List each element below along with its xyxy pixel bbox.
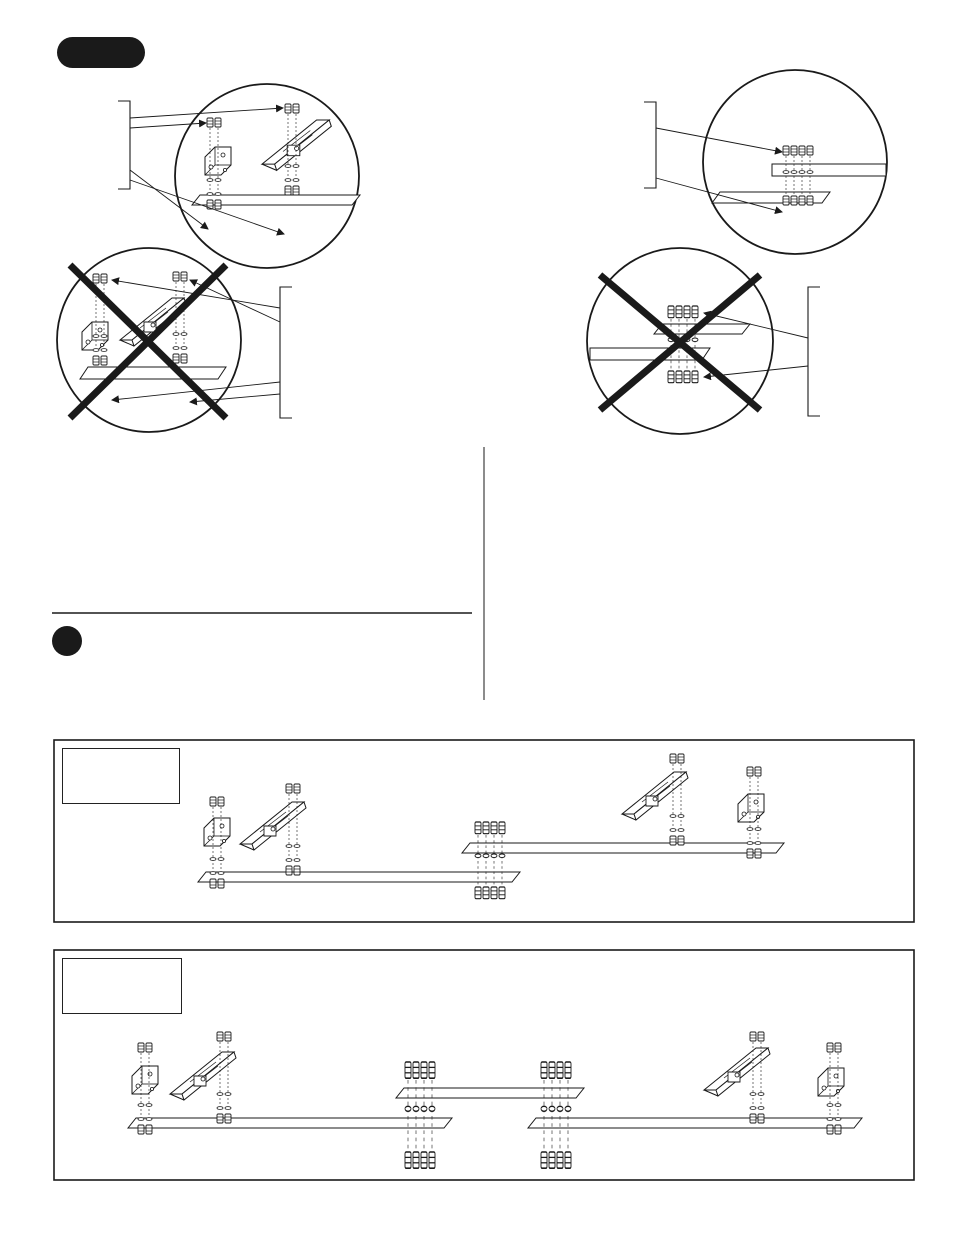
incorrect-splice-detail bbox=[587, 248, 773, 434]
panel-top-legend-box bbox=[62, 748, 180, 804]
incorrect-mount-detail bbox=[57, 248, 241, 432]
correct-mount-detail bbox=[175, 84, 360, 268]
assembly-panel-top bbox=[54, 740, 914, 922]
panel-bottom-legend-box bbox=[62, 958, 182, 1014]
assembly-panel-bottom bbox=[54, 950, 914, 1180]
note-marker bbox=[52, 626, 82, 656]
step-badge bbox=[57, 37, 145, 68]
correct-splice-detail bbox=[703, 70, 887, 254]
